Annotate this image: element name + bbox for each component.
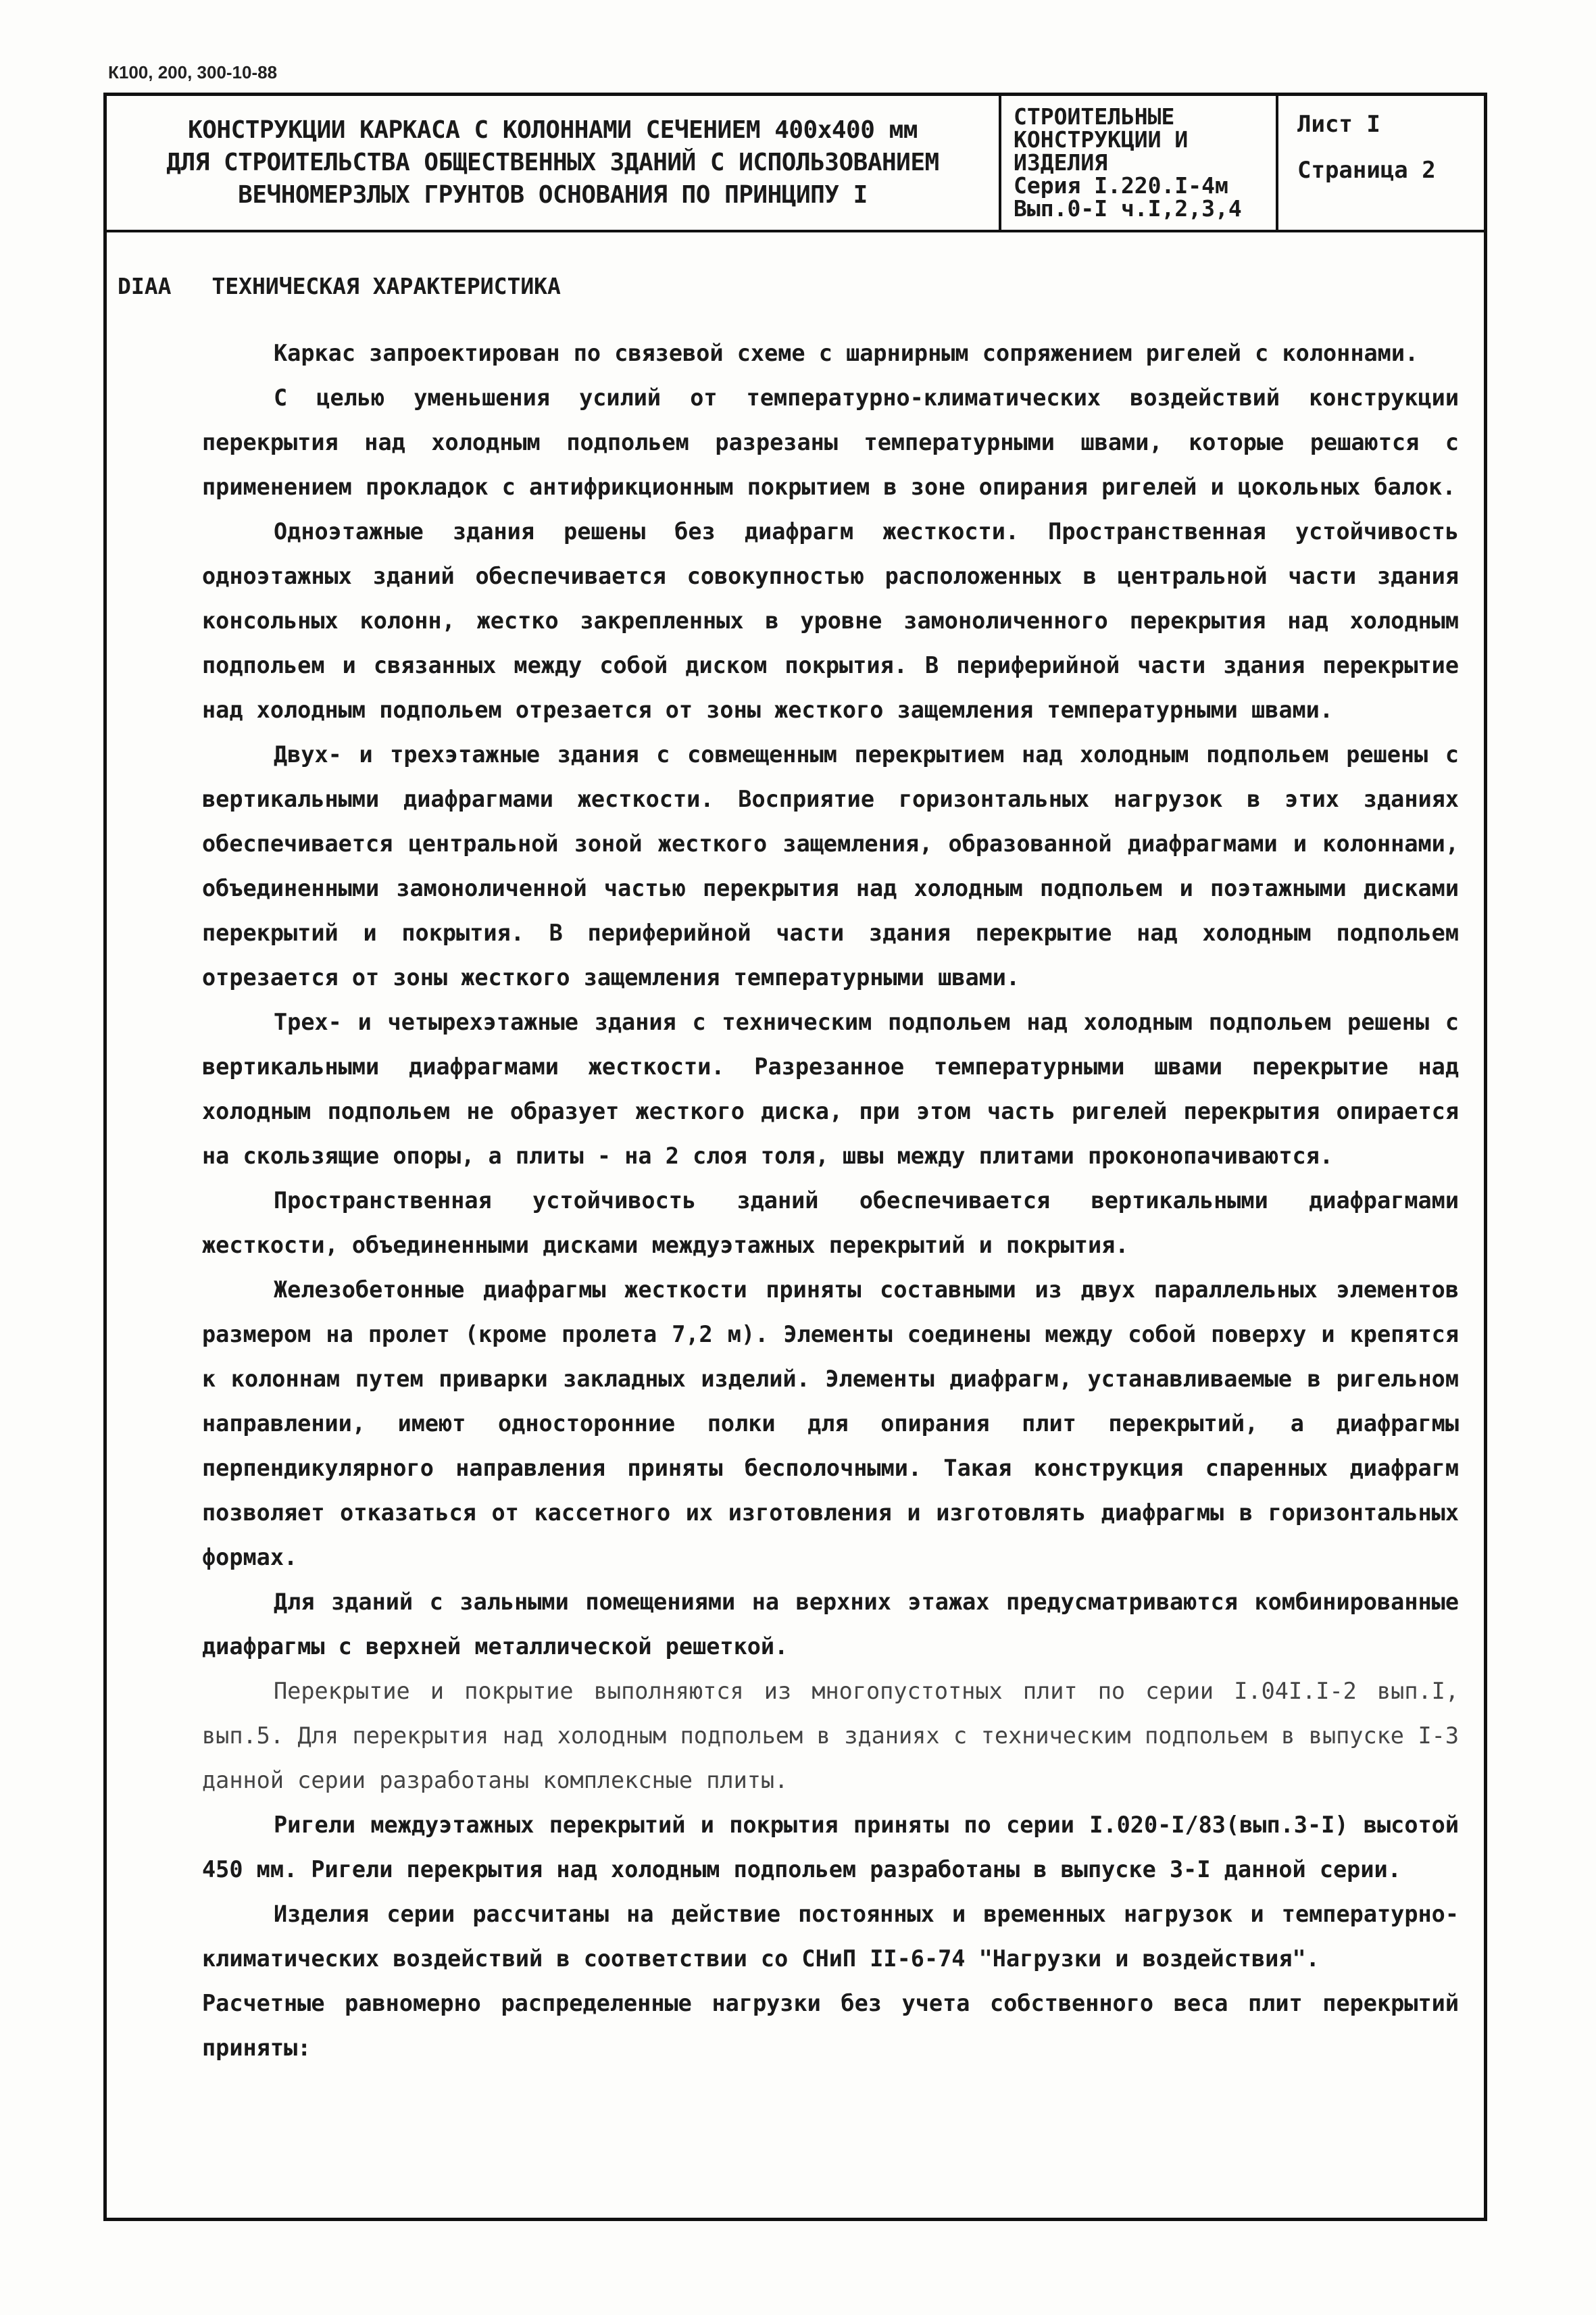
title-line: ВЕЧНОМЕРЗЛЫХ ГРУНТОВ ОСНОВАНИЯ ПО ПРИНЦИПУ I	[238, 181, 868, 209]
sheet-info	[1278, 96, 1484, 230]
paragraph: С целью уменьшения усилий от температурно-климатических воздействий конструкции перекрытия над холодным подпольем разрезаны температурными швами, которые решаются с применением прокладок с антифрикционным покрытием в зоне опирания ригелей и цокольных балок.	[202, 384, 1459, 500]
series-line: Серия I.220.I-4м	[1014, 172, 1228, 199]
paragraph: Трех- и четырехэтажные здания с техническим подпольем над холодным подпольем решены с вертикальными диафрагмами жесткости. Разрезанное температурными швами перекрытие над холодным подпольем не образует жесткого диска, при этом часть ригелей перекрытия опирается на скользящие опоры, а плиты - на 2 слоя толя, швы между плитами проконопачиваются.	[202, 1009, 1459, 1169]
title-line: ДЛЯ СТРОИТЕЛЬСТВА ОБЩЕСТВЕННЫХ ЗДАНИЙ С ИСПОЛЬЗОВАНИЕМ	[166, 149, 939, 176]
document-body	[202, 331, 1459, 2070]
paragraph: Ригели междуэтажных перекрытий и покрытия приняты по серии I.020-I/83(вып.3-I) высотой 450 мм. Ригели перекрытия над холодным подпольем разработаны в выпуске 3-I данной серии.	[202, 1812, 1459, 1883]
document-title	[107, 96, 1001, 230]
sheet-number: Лист I	[1297, 111, 1380, 138]
section-code: DIAA	[118, 273, 172, 299]
series-line: КОНСТРУКЦИИ И	[1014, 126, 1189, 153]
paragraph: Расчетные равномерно распределенные нагрузки без учета собственного веса плит перекрытий приняты:	[202, 1990, 1459, 2061]
paragraph: Одноэтажные здания решены без диафрагм жесткости. Пространственная устойчивость одноэтажных зданий обеспечивается совокупностью расположенных в центральной части здания консольных колонн, жестко закрепленных в уровне замоноличенного перекрытия над холодным подпольем и связанных между собой диском покрытия. В периферийной части здания перекрытие над холодным подпольем отрезается от зоны жесткого защемления температурными швами.	[202, 518, 1459, 723]
document-frame	[103, 93, 1487, 2221]
paragraph: Двух- и трехэтажные здания с совмещенным перекрытием над холодным подпольем решены с вертикальными диафрагмами жесткости. Восприятие горизонтальных нагрузок в этих зданиях обеспечивается центральной зоной жесткого защемления, образованной диафрагмами и колоннами, объединенными замоноличенной частью перекрытия над холодным подпольем и поэтажными дисками перекрытий и покрытия. В периферийной части здания перекрытие над холодным подпольем отрезается от зоны жесткого защемления температурными швами.	[202, 741, 1459, 991]
paragraph: Перекрытие и покрытие выполняются из многопустотных плит по серии I.04I.I-2 вып.I, вып.5. Для перекрытия над холодным подпольем в зданиях с техническим подпольем в выпуске I-3 данной серии разработаны комплексные плиты.	[202, 1678, 1459, 1793]
paragraph: Каркас запроектирован по связевой схеме с шарнирным сопряжением ригелей с колоннами.	[274, 340, 1419, 366]
document-code: К100, 200, 300-10-88	[108, 62, 278, 82]
paragraph: Железобетонные диафрагмы жесткости приняты составными из двух параллельных элементов размером на пролет (кроме пролета 7,2 м). Элементы соединены между собой поверху и крепятся к колоннам путем приварки закладных изделий. Элементы диафрагм, устанавливаемые в ригельном направлении, имеют односторонние полки для опирания плит перекрытий, а диафрагмы перпендикулярного направления приняты бесполочными. Такая конструкция спаренных диафрагм позволяет отказаться от кассетного их изготовления и изготовлять диафрагмы в горизонтальных формах.	[202, 1276, 1459, 1570]
series-line: СТРОИТЕЛЬНЫЕ	[1014, 103, 1175, 130]
title-block	[107, 96, 1484, 232]
section-heading	[118, 273, 561, 299]
page-number: Страница 2	[1297, 157, 1436, 184]
title-line: КОНСТРУКЦИИ КАРКАСА С КОЛОННАМИ СЕЧЕНИЕМ 400х400 мм	[188, 116, 918, 144]
paragraph: Для зданий с зальными помещениями на верхних этажах предусматриваются комбинированные диафрагмы с верхней металлической решеткой.	[202, 1589, 1459, 1660]
paragraph: Изделия серии рассчитаны на действие постоянных и временных нагрузок и температурно-климатических воздействий в соответствии со СНиП II-6-74 "Нагрузки и воздействия".	[202, 1901, 1459, 1972]
series-info	[1001, 96, 1278, 230]
section-title: ТЕХНИЧЕСКАЯ ХАРАКТЕРИСТИКА	[211, 273, 561, 299]
series-line: ИЗДЕЛИЯ	[1014, 149, 1108, 176]
paragraph: Пространственная устойчивость зданий обеспечивается вертикальными диафрагмами жесткости, объединенными дисками междуэтажных перекрытий и покрытия.	[202, 1187, 1459, 1258]
series-line: Вып.0-I ч.I,2,3,4	[1014, 195, 1242, 222]
